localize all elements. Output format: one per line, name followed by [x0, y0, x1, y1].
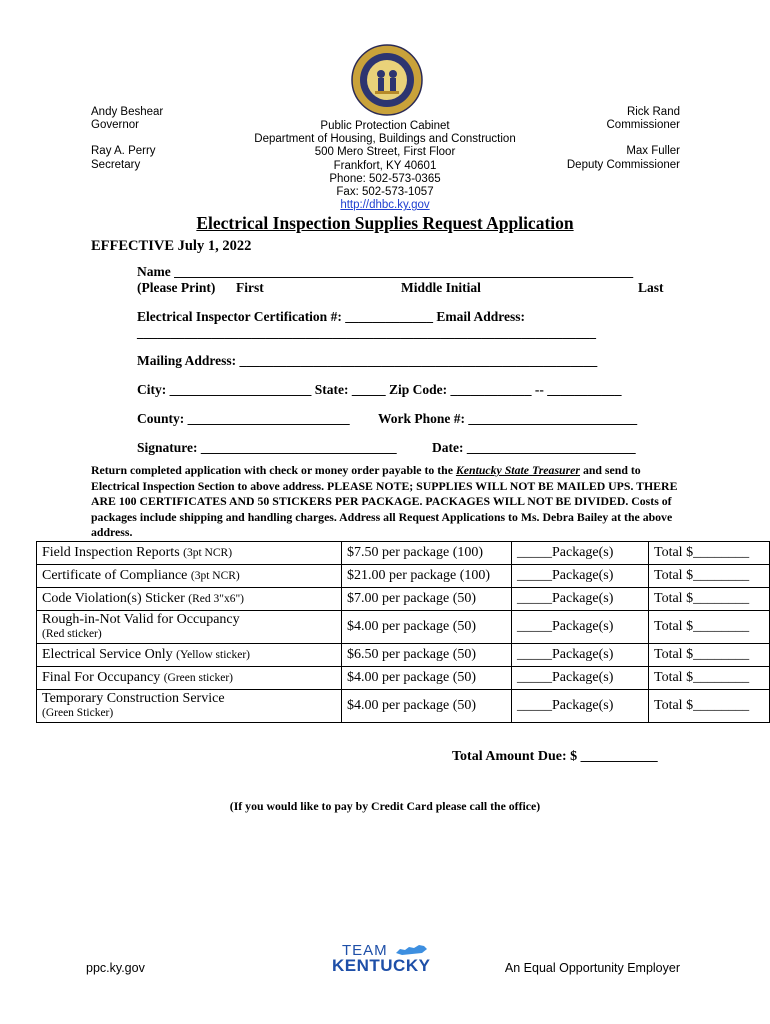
item-price: $21.00 per package (100)	[342, 565, 512, 588]
street-address: 500 Mero Street, First Floor	[314, 146, 456, 159]
item-note: (Red 3"x6")	[188, 593, 244, 605]
item-total-field[interactable]: Total $________	[649, 542, 770, 565]
header-right-block	[567, 106, 680, 172]
item-name-cell	[37, 644, 342, 667]
table-row	[37, 611, 770, 644]
fax-number: Fax: 502-573-1057	[336, 186, 434, 199]
instructions-paragraph	[91, 463, 691, 541]
signature-field[interactable]: Signature: _____________________________	[137, 440, 397, 455]
item-note: (Red sticker)	[42, 628, 102, 640]
deputy-commissioner-title: Deputy Commissioner	[566, 158, 680, 171]
website-link[interactable]: http://dhbc.ky.gov	[340, 199, 430, 212]
supplies-table	[36, 541, 770, 723]
payee-name: Kentucky State Treasurer	[455, 463, 581, 477]
mailing-address-field[interactable]: Mailing Address: _____________________________________________________	[137, 353, 598, 368]
kentucky-seal-icon	[351, 44, 423, 116]
footer-website[interactable]: ppc.ky.gov	[86, 961, 145, 975]
item-name-cell	[37, 588, 342, 611]
item-note: (Green Sticker)	[42, 707, 114, 719]
item-price: $4.00 per package (50)	[342, 611, 512, 644]
logo-team-text: TEAM	[342, 942, 388, 959]
email-field-continuation[interactable]: ____________________________________________________________________	[137, 325, 596, 340]
governor-name: Andy Beshear	[91, 106, 164, 118]
please-print-label: (Please Print)	[137, 280, 216, 295]
item-total-field[interactable]: Total $________	[649, 565, 770, 588]
table-row	[37, 588, 770, 611]
item-quantity-field[interactable]: _____Package(s)	[512, 565, 649, 588]
table-row	[37, 690, 770, 723]
table-row	[37, 542, 770, 565]
commissioner-name: Rick Rand	[626, 106, 680, 118]
name-field[interactable]: Name ____________________________________________________________________	[137, 264, 634, 279]
instructions-post: and send to Electrical Inspection Section to above address. PLEASE NOTE; SUPPLIES WILL NOT BE MAILED UPS. THERE ARE 100 CERTIFICATES AND 50 STICKERS PER PACKAGE. PACKAGES WILL NOT BE DIVIDED. Costs of packages include shipping and handling charges. Address all Request Applications to Ms. Debra Bailey at the above address.	[91, 463, 678, 540]
item-price: $7.50 per package (100)	[342, 542, 512, 565]
county-field[interactable]: County: ________________________	[137, 411, 350, 426]
item-quantity-field[interactable]: _____Package(s)	[512, 588, 649, 611]
item-price: $7.00 per package (50)	[342, 588, 512, 611]
item-name: Final For Occupancy	[42, 670, 161, 685]
item-total-field[interactable]: Total $________	[649, 611, 770, 644]
item-name: Certificate of Compliance	[42, 568, 188, 583]
city-state-zip: Frankfort, KY 40601	[333, 159, 437, 172]
item-name: Temporary Construction Service	[42, 691, 225, 706]
item-total-field[interactable]: Total $________	[649, 644, 770, 667]
footer-equal-opportunity: An Equal Opportunity Employer	[504, 961, 680, 975]
department-name: Department of Housing, Buildings and Construction	[254, 133, 516, 146]
item-quantity-field[interactable]: _____Package(s)	[512, 611, 649, 644]
item-name-cell	[37, 690, 342, 723]
table-row	[37, 644, 770, 667]
item-total-field[interactable]: Total $________	[649, 690, 770, 723]
item-name-cell	[37, 542, 342, 565]
item-name: Rough-in-Not Valid for Occupancy	[42, 612, 240, 627]
item-name: Electrical Service Only	[42, 647, 173, 662]
secretary-title: Secretary	[91, 158, 141, 171]
secretary-name: Ray A. Perry	[91, 145, 156, 158]
governor-title: Governor	[91, 119, 139, 132]
deputy-commissioner-name: Max Fuller	[626, 145, 680, 158]
cabinet-name: Public Protection Cabinet	[320, 120, 450, 132]
item-quantity-field[interactable]: _____Package(s)	[512, 542, 649, 565]
first-name-label: First	[236, 280, 264, 295]
item-name-cell	[37, 611, 342, 644]
item-name-cell	[37, 667, 342, 690]
item-quantity-field[interactable]: _____Package(s)	[512, 690, 649, 723]
total-amount-due-field[interactable]: Total Amount Due: $ ___________	[452, 749, 658, 764]
item-note: (3pt NCR)	[190, 570, 240, 582]
effective-date: EFFECTIVE July 1, 2022	[91, 238, 252, 254]
commissioner-title: Commissioner	[606, 119, 680, 132]
team-kentucky-logo	[332, 942, 436, 976]
instructions-pre: Return completed application with check or money order payable to the	[91, 463, 456, 477]
item-note: (Green sticker)	[163, 672, 233, 684]
date-field[interactable]: Date: _________________________	[432, 440, 636, 455]
document-title: Electrical Inspection Supplies Request Application	[196, 213, 574, 233]
item-quantity-field[interactable]: _____Package(s)	[512, 644, 649, 667]
item-price: $6.50 per package (50)	[342, 644, 512, 667]
phone-number: Phone: 502-573-0365	[329, 172, 441, 185]
table-row	[37, 667, 770, 690]
credit-card-note: (If you would like to pay by Credit Card please call the office)	[229, 799, 541, 813]
middle-initial-label: Middle Initial	[401, 280, 481, 295]
header-left-block	[91, 106, 163, 172]
item-quantity-field[interactable]: _____Package(s)	[512, 667, 649, 690]
header-center-block	[200, 120, 570, 212]
item-total-field[interactable]: Total $________	[649, 588, 770, 611]
item-note: (3pt NCR)	[183, 547, 233, 559]
work-phone-field[interactable]: Work Phone #: _________________________	[378, 411, 638, 426]
last-name-label: Last	[638, 280, 664, 295]
table-row	[37, 565, 770, 588]
item-name-cell	[37, 565, 342, 588]
city-state-zip-field[interactable]: City: _____________________ State: _____ Zip Code: ____________ -- ___________	[137, 382, 622, 397]
item-note: (Yellow sticker)	[176, 649, 251, 661]
item-name: Code Violation(s) Sticker	[42, 591, 185, 606]
item-name: Field Inspection Reports	[42, 545, 180, 560]
item-total-field[interactable]: Total $________	[649, 667, 770, 690]
kentucky-state-shape-icon	[394, 944, 428, 956]
logo-kentucky-text: KENTUCKY	[332, 956, 431, 975]
certification-email-field[interactable]: Electrical Inspector Certification #: _____________ Email Address:	[137, 309, 525, 324]
item-price: $4.00 per package (50)	[342, 667, 512, 690]
item-price: $4.00 per package (50)	[342, 690, 512, 723]
